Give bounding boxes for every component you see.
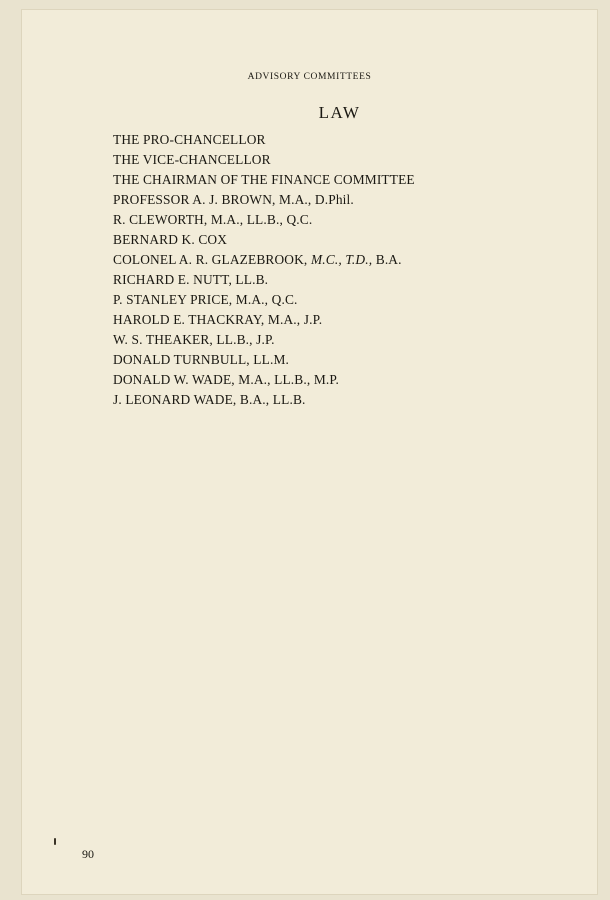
member-entry: THE CHAIRMAN OF THE FINANCE COMMITTEE: [113, 172, 415, 187]
member-entry: DONALD TURNBULL, LL.M.: [113, 352, 290, 367]
member-entry: PROFESSOR A. J. BROWN, M.A., D.Phil.: [113, 192, 354, 207]
section-title: LAW: [318, 103, 361, 122]
member-entry: THE PRO-CHANCELLOR: [113, 132, 266, 147]
book-page: [22, 10, 597, 894]
member-entry: RICHARD E. NUTT, LL.B.: [113, 272, 269, 287]
member-entry: THE VICE-CHANCELLOR: [113, 152, 271, 167]
member-entry: COLONEL A. R. GLAZEBROOK, M.C., T.D., B.A.: [113, 252, 402, 267]
page-number: 90: [82, 847, 94, 861]
member-entry: W. S. THEAKER, LL.B., J.P.: [113, 332, 275, 347]
member-entry: DONALD W. WADE, M.A., LL.B., M.P.: [113, 372, 340, 387]
member-entry: R. CLEWORTH, M.A., LL.B., Q.C.: [113, 212, 313, 227]
member-list: [113, 130, 415, 410]
ink-mark: [54, 838, 56, 845]
member-entry: BERNARD K. COX: [113, 232, 228, 247]
member-entry: J. LEONARD WADE, B.A., LL.B.: [113, 392, 306, 407]
member-entry: HAROLD E. THACKRAY, M.A., J.P.: [113, 312, 323, 327]
running-head: ADVISORY COMMITTEES: [247, 72, 372, 82]
decorations-italic: M.C., T.D.,: [310, 252, 373, 267]
member-entry: P. STANLEY PRICE, M.A., Q.C.: [113, 292, 298, 307]
